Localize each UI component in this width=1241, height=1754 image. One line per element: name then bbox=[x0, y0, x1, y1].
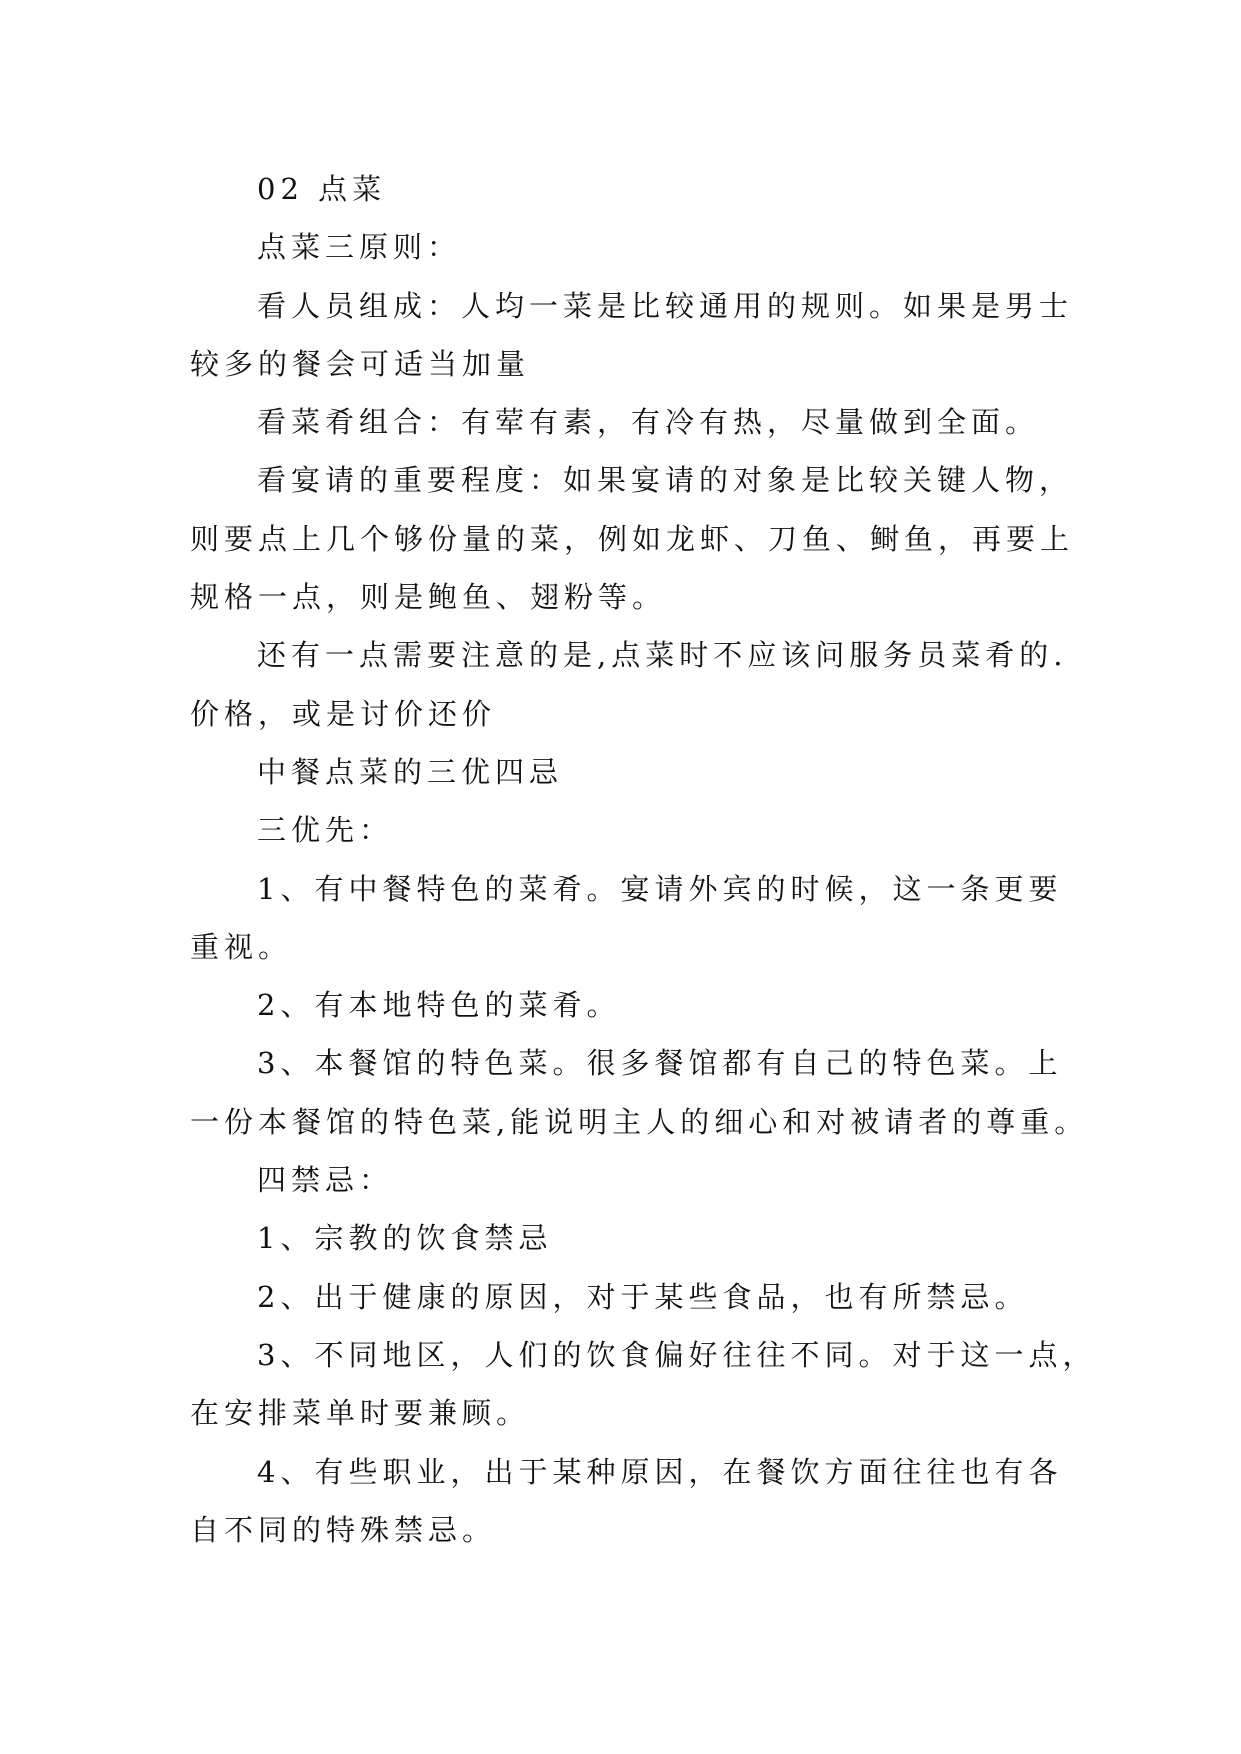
paragraph-line: 重视。 bbox=[190, 929, 293, 964]
paragraph-first-line: 1、有中餐特色的菜肴。宴请外宾的时候，这一条更要 bbox=[257, 871, 1063, 906]
paragraph-line: 在安排菜单时要兼顾。 bbox=[190, 1396, 531, 1431]
paragraph bbox=[190, 218, 1060, 276]
paragraph-line: 自不同的特殊禁忌。 bbox=[190, 1512, 497, 1547]
paragraph bbox=[190, 1326, 1097, 1443]
paragraph-first-line: 三优先： bbox=[257, 813, 394, 848]
paragraph bbox=[190, 393, 1060, 451]
paragraph-first-line: 点菜三原则： bbox=[257, 230, 462, 265]
paragraph bbox=[190, 1268, 1060, 1326]
paragraph bbox=[190, 860, 1063, 977]
paragraph-line: 价格，或是讨价还价 bbox=[190, 696, 497, 731]
paragraph-first-line: 02 点菜 bbox=[257, 172, 387, 206]
paragraph bbox=[190, 277, 1074, 394]
paragraph-first-line: 看菜肴组合：有荤有素，有冷有热，尽量做到全面。 bbox=[257, 405, 1040, 440]
paragraph-first-line: 4、有些职业，出于某种原因，在餐饮方面往往也有各 bbox=[257, 1454, 1063, 1489]
paragraph bbox=[190, 1034, 1089, 1151]
paragraph-first-line: 1、宗教的饮食禁忌 bbox=[257, 1221, 553, 1256]
paragraph-line: 一份本餐馆的特色菜,能说明主人的细心和对被请者的尊重。 bbox=[190, 1104, 1089, 1139]
paragraph-first-line: 3、不同地区，人们的饮食偏好往往不同。对于这一点， bbox=[257, 1337, 1097, 1372]
paragraph bbox=[190, 976, 1060, 1034]
paragraph-first-line: 四禁忌： bbox=[257, 1163, 394, 1198]
paragraph bbox=[190, 1443, 1063, 1560]
paragraph bbox=[190, 743, 1060, 801]
paragraph-line: 则要点上几个够份量的菜，例如龙虾、刀鱼、鲥鱼，再要上 bbox=[190, 521, 1075, 556]
paragraph-line: 规格一点，则是鲍鱼、翅粉等。 bbox=[190, 580, 667, 615]
paragraph-first-line: 看宴请的重要程度：如果宴请的对象是比较关键人物， bbox=[257, 463, 1074, 498]
paragraph-first-line: 3、本餐馆的特色菜。很多餐馆都有自己的特色菜。上 bbox=[257, 1046, 1063, 1081]
paragraph bbox=[190, 1151, 1060, 1209]
paragraph-first-line: 还有一点需要注意的是,点菜时不应该问服务员菜肴的. bbox=[257, 638, 1068, 673]
paragraph-first-line: 中餐点菜的三优四忌 bbox=[257, 754, 564, 789]
paragraph bbox=[190, 160, 1060, 218]
paragraph bbox=[190, 1209, 1060, 1267]
paragraph-first-line: 2、有本地特色的菜肴。 bbox=[257, 988, 621, 1023]
paragraph-first-line: 2、出于健康的原因，对于某些食品，也有所禁忌。 bbox=[257, 1279, 1029, 1314]
paragraph bbox=[190, 801, 1060, 859]
paragraph bbox=[190, 626, 1068, 743]
paragraph-first-line: 看人员组成：人均一菜是比较通用的规则。如果是男士 bbox=[257, 288, 1074, 323]
document-body bbox=[190, 160, 1097, 1559]
paragraph-line: 较多的餐会可适当加量 bbox=[190, 346, 531, 381]
paragraph bbox=[190, 451, 1075, 626]
